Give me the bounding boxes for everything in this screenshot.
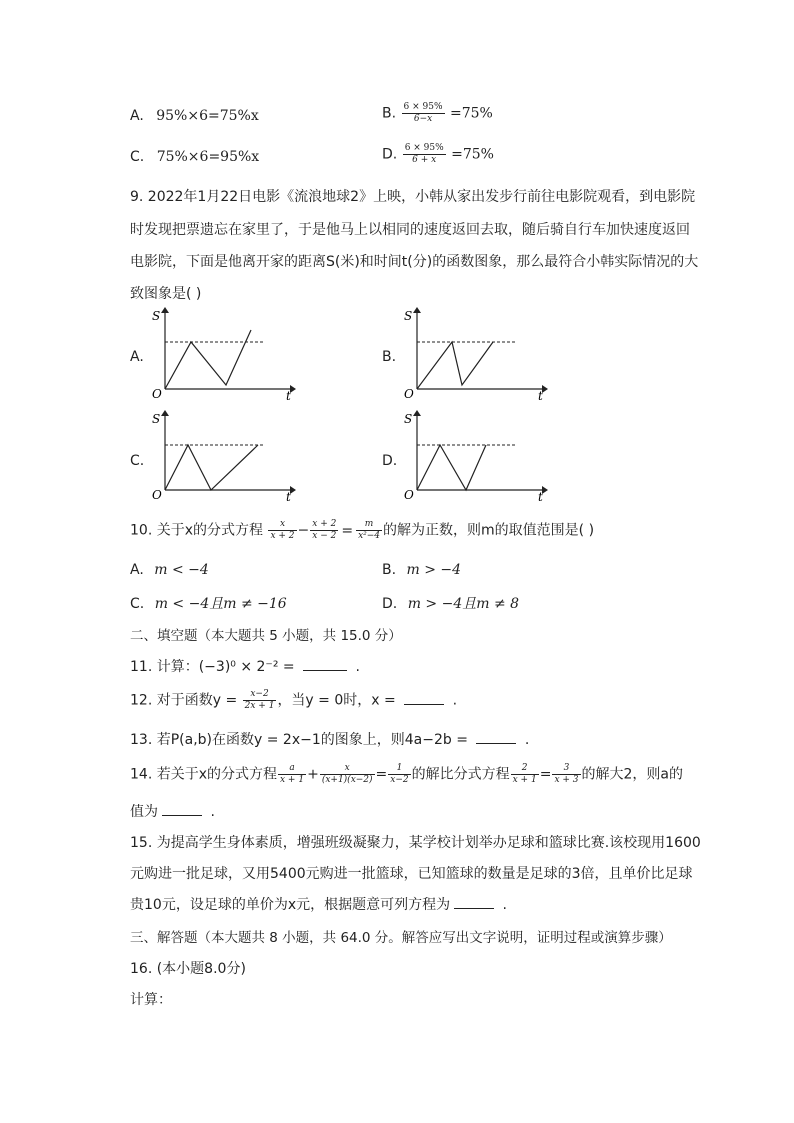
graph-c-curve [165,445,258,490]
graph-a-s-label: S [152,309,161,323]
q15-answer-blank[interactable] [454,896,494,909]
q8-option-d-fraction: $\frac{6 \times 95\%}{6 + x}$ [404,143,444,165]
q15-line-2: 元购进一批足球，又用5400元购进一批篮球，已知篮球的数量是足球的3倍，且单价比足球 [130,866,693,882]
q8-option-c: C. 75%×6=95%x [130,149,260,165]
graph-a-origin-label: O [152,387,162,400]
graph-c-origin-label: O [152,488,162,502]
section-2-heading: 二、填空题（本大题共 5 小题，共 15.0 分） [130,628,402,644]
q13: 13. 若P(a,b)在函数y = 2x−1的图象上，则4a−2b = . [130,732,530,748]
q12-answer-blank[interactable] [404,692,444,705]
graph-d-origin-label: O [404,488,414,502]
graph-b-y-arrow [413,307,421,313]
graph-c-x-arrow [290,486,296,494]
graph-b-curve [417,342,493,389]
q10-fraction-3: $\frac{m}{\text{x²−4}}$ [358,519,381,541]
q14-fraction-2: $\frac{x}{(x+1)(x-2)}$ [321,763,373,785]
q16-title: 16. (本小题8.0分) [130,961,246,977]
graph-c-t-label: t [286,490,291,503]
q8-option-c-expr: 75%×6=95%x [156,149,260,165]
q12: 12. 对于函数y = $\frac{x-2}{2x + 1}$ ，当y = 0时，x = . [130,689,458,711]
section-3-heading: 三、解答题（本大题共 8 小题，共 64.0 分。解答应写出文字说明，证明过程或演算步骤） [130,930,672,946]
graph-d-x-arrow [542,486,548,494]
q13-answer-blank[interactable] [476,731,516,744]
q11-answer-blank[interactable] [303,658,347,671]
graph-c-y-arrow [161,410,169,416]
graph-a-t-label: t [286,389,291,400]
q14-line-1: 14. 若关于x的分式方程 $\frac{a}{x + 1}$ + $\frac{x}{(x+1)(x-2)}$ = $\frac{1}{x-2}$ 的解比分式方程 $\frac{2}{x + 1}$ = $\frac{3}{x + 3}$ 的解大2，则a的 [130,763,684,785]
q14-fraction-5: $\frac{3}{x + 3}$ [554,763,579,785]
q8-option-a: A. 95%×6=75%x [130,108,259,124]
graph-b-x-arrow [542,385,548,393]
graph-b-label: B. [382,349,397,365]
q10-fraction-2: $\frac{x + 2}{x - 2}$ [312,519,337,541]
graph-a-x-arrow [290,385,296,393]
q9-line-4: 致图象是( ) [130,286,202,302]
graph-a-y-arrow [161,307,169,313]
q16-body: 计算： [130,992,172,1008]
q14-fraction-4: $\frac{2}{x + 1}$ [512,763,537,785]
q14-line-2: 值为 . [130,804,215,820]
graph-a [148,305,298,400]
q12-fraction: $\frac{x-2}{2x + 1}$ [244,689,275,711]
q10-fraction-1: $\frac{x}{x + 2}$ [270,519,295,541]
q8-option-d: D. $\frac{6 \times 95\%}{6 + x}$ =75% [382,143,494,165]
q15-line-1: 15. 为提高学生身体素质，增强班级凝聚力，某学校计划举办足球和篮球比赛.该校现用1600 [130,835,701,851]
q14-fraction-3: $\frac{1}{x-2}$ [390,763,409,785]
q11: 11. 计算：(−3)⁰ × 2⁻² = . [130,659,360,675]
graph-d-curve [417,445,486,490]
graph-b-t-label: t [538,389,543,400]
graph-b [400,305,550,400]
graph-c-label: C. [130,453,145,469]
q14-answer-blank[interactable] [162,803,202,816]
graph-a-curve [165,330,251,389]
q9-line-1: 9. 2022年1月22日电影《流浪地球2》上映，小韩从家出发步行前往电影院观看，到电影院 [130,189,696,205]
graph-d-t-label: t [538,490,543,503]
graph-d-label: D. [382,453,398,469]
graph-d [400,408,550,503]
q10-option-b: B. m > −4 [382,562,462,578]
q8-option-b-fraction: $\frac{6 \times 95\%}{6-x}$ [403,102,443,124]
q8-option-a-expr: 95%×6=75%x [156,108,259,124]
graph-c [148,408,298,503]
q10-option-c: C. m < −4且m ≠ −16 [130,596,287,612]
q10-stem: 10. 关于x的分式方程 $\frac{x}{x + 2}$ − $\frac{x + 2}{x - 2}$ = $\frac{m}{\text{x²−4}}$ 的解为正数，则m的取值范围是( ) [130,519,595,541]
graph-d-y-arrow [413,410,421,416]
graph-d-s-label: S [404,412,413,426]
q9-line-2: 时发现把票遗忘在家里了，于是他马上以相同的速度返回去取，随后骑自行车加快速度返回 [130,222,690,238]
q10-option-d: D. m > −4且m ≠ 8 [382,596,520,612]
q14-fraction-1: $\frac{a}{x + 1}$ [280,763,305,785]
q8-option-b: B. $\frac{6 \times 95\%}{6-x}$ =75% [382,102,493,124]
graph-c-s-label: S [152,412,161,426]
q15-line-3: 贵10元，设足球的单价为x元，根据题意可列方程为 . [130,897,508,913]
graph-a-label: A. [130,349,144,365]
graph-b-origin-label: O [404,387,414,400]
graph-b-s-label: S [404,309,413,323]
q10-option-a: A. m < −4 [130,562,209,578]
q9-line-3: 电影院，下面是他离开家的距离S(米)和时间t(分)的函数图象，那么最符合小韩实际情况的大 [130,254,699,270]
